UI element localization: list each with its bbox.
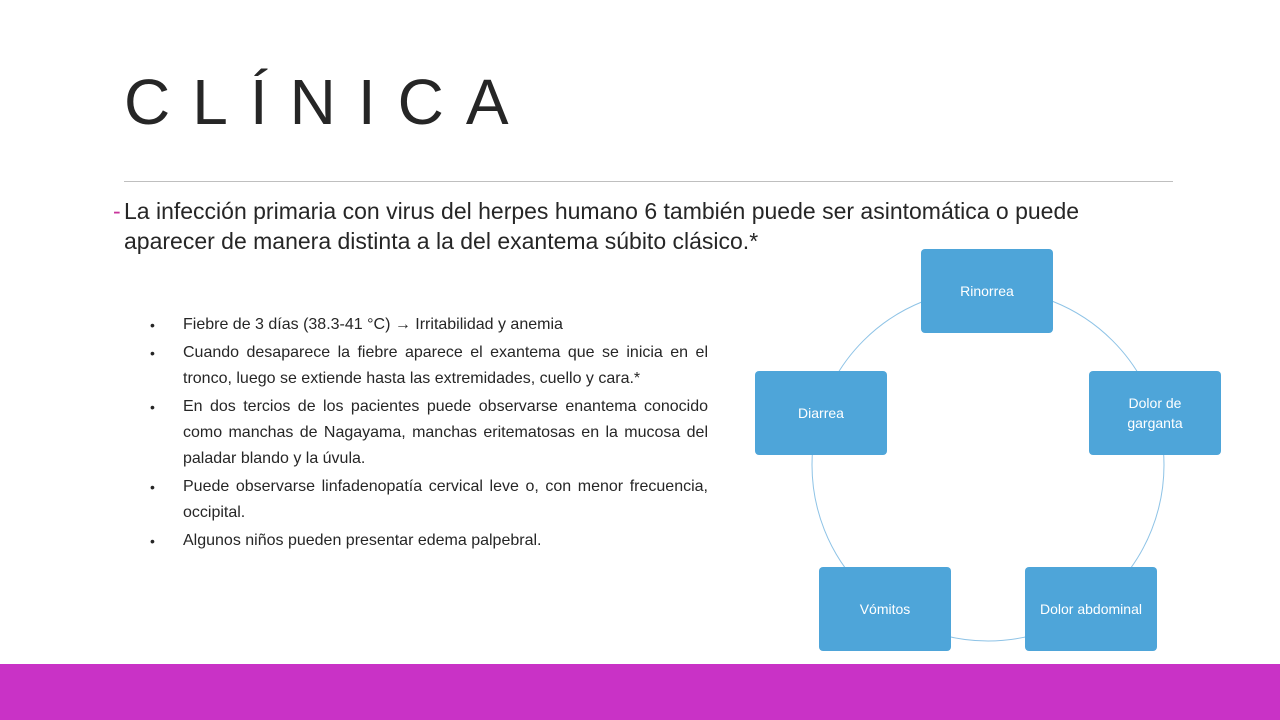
bullet-icon: • [150,533,155,549]
intro-text: La infección primaria con virus del herpes humano 6 también puede ser asintomática o puede aparecer de manera distinta a la del exantema súbito clásico.* [124,198,1080,254]
bullet-icon: • [150,399,155,415]
cycle-node-dolor-abdominal: Dolor abdominal [1025,567,1157,651]
bullet-icon: • [150,479,155,495]
cycle-node-diarrea: Diarrea [755,371,887,455]
bullet-icon: • [150,345,155,361]
list-item-text: En dos tercios de los pacientes puede observarse enantema conocido como manchas de Nagayama, manchas eritematosas en la mucosa del paladar blando y la úvula. [183,398,708,467]
cycle-node-dolor-garganta: Dolor de garganta [1089,371,1221,455]
cycle-node-rinorrea: Rinorrea [921,249,1053,333]
footer-accent-bar [0,664,1280,720]
slide-title: CLÍNICA [124,66,531,138]
cycle-node-vomitos: Vómitos [819,567,951,651]
list-item-text: Puede observarse linfadenopatía cervical leve o, con menor frecuencia, occipital. [183,478,708,521]
list-item-text: Algunos niños pueden presentar edema palpebral. [183,532,542,549]
intro-dash: - [113,198,121,224]
bullet-icon: • [150,317,155,333]
list-item-text: Cuando desaparece la fiebre aparece el exantema que se inicia en el tronco, luego se extiende hasta las extremidades, cuello y cara.* [183,344,708,387]
list-item-text: Fiebre de 3 días (38.3-41 °C) → Irritabilidad y anemia [183,316,563,333]
